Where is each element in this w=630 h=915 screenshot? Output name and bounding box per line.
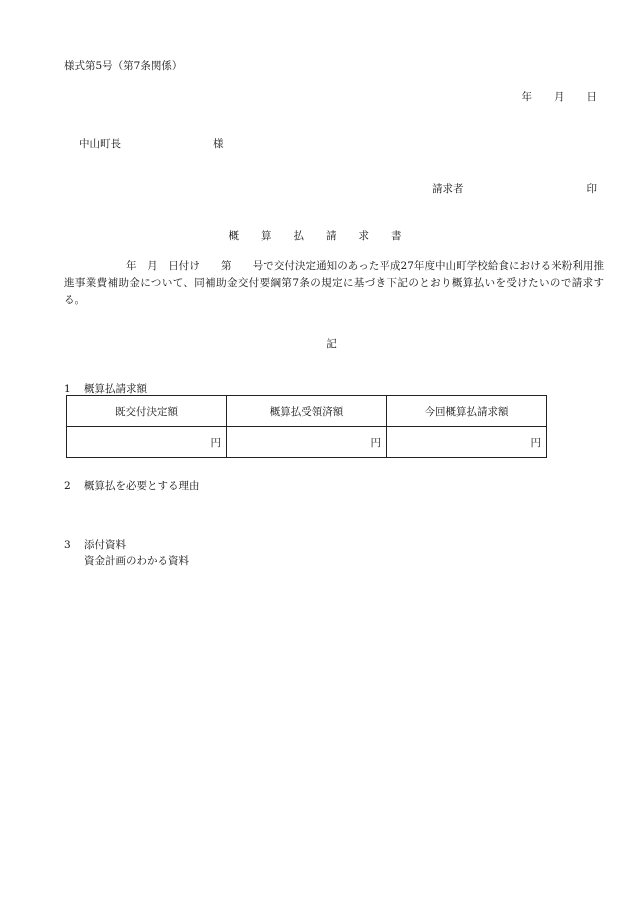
section-title: 概算払を必要とする理由 bbox=[84, 480, 200, 492]
section-title: 概算払請求額 bbox=[84, 383, 147, 395]
ki-heading: 記 bbox=[326, 338, 337, 350]
title-char: 書 bbox=[391, 230, 402, 242]
value-cell-decided[interactable] bbox=[67, 427, 227, 458]
claimant-label: 請求者 bbox=[432, 183, 464, 195]
date-day: 日 bbox=[586, 91, 597, 103]
date-line bbox=[522, 89, 598, 104]
title-char: 概 bbox=[228, 230, 239, 242]
title-char: 算 bbox=[261, 230, 272, 242]
section-3-heading bbox=[64, 537, 126, 552]
honorific: 様 bbox=[213, 138, 224, 150]
section-1-heading bbox=[64, 381, 147, 396]
title-char: 請 bbox=[326, 230, 337, 242]
date-year: 年 bbox=[521, 91, 532, 103]
yen-unit: 円 bbox=[370, 436, 381, 449]
value-cell-requested[interactable] bbox=[387, 427, 547, 458]
section-number: 1 bbox=[64, 383, 71, 395]
table-header-row bbox=[67, 396, 547, 427]
section-title: 添付資料 bbox=[84, 539, 126, 551]
table-row bbox=[67, 427, 547, 458]
section-number: 3 bbox=[64, 539, 71, 551]
section-number: 2 bbox=[64, 480, 71, 492]
yen-unit: 円 bbox=[210, 436, 221, 449]
date-month: 月 bbox=[554, 91, 565, 103]
addressee-name: 中山町長 bbox=[79, 138, 121, 150]
addressee bbox=[79, 136, 224, 151]
title-char: 払 bbox=[293, 230, 304, 242]
form-number: 様式第5号（第7条関係） bbox=[64, 60, 183, 72]
amount-table bbox=[66, 395, 547, 458]
header-cell-received: 概算払受領済額 bbox=[227, 396, 387, 427]
header-cell-requested: 今回概算払請求額 bbox=[387, 396, 547, 427]
seal-mark: 印 bbox=[586, 183, 597, 195]
document-title bbox=[0, 228, 630, 243]
section-2-heading bbox=[64, 478, 200, 493]
body-paragraph: 年 月 日付け 第 号で交付決定通知のあった平成27年度中山町学校給食における米粉利用推進事業費補助金について、同補助金交付要綱第7条の規定に基づき下記のとおり概算払いを受けたいので請求する。 bbox=[64, 260, 604, 306]
yen-unit: 円 bbox=[530, 436, 541, 449]
value-cell-received[interactable] bbox=[227, 427, 387, 458]
header-cell-decided: 既交付決定額 bbox=[67, 396, 227, 427]
title-char: 求 bbox=[358, 230, 369, 242]
attachment-item: 資金計画のわかる資料 bbox=[84, 555, 189, 567]
